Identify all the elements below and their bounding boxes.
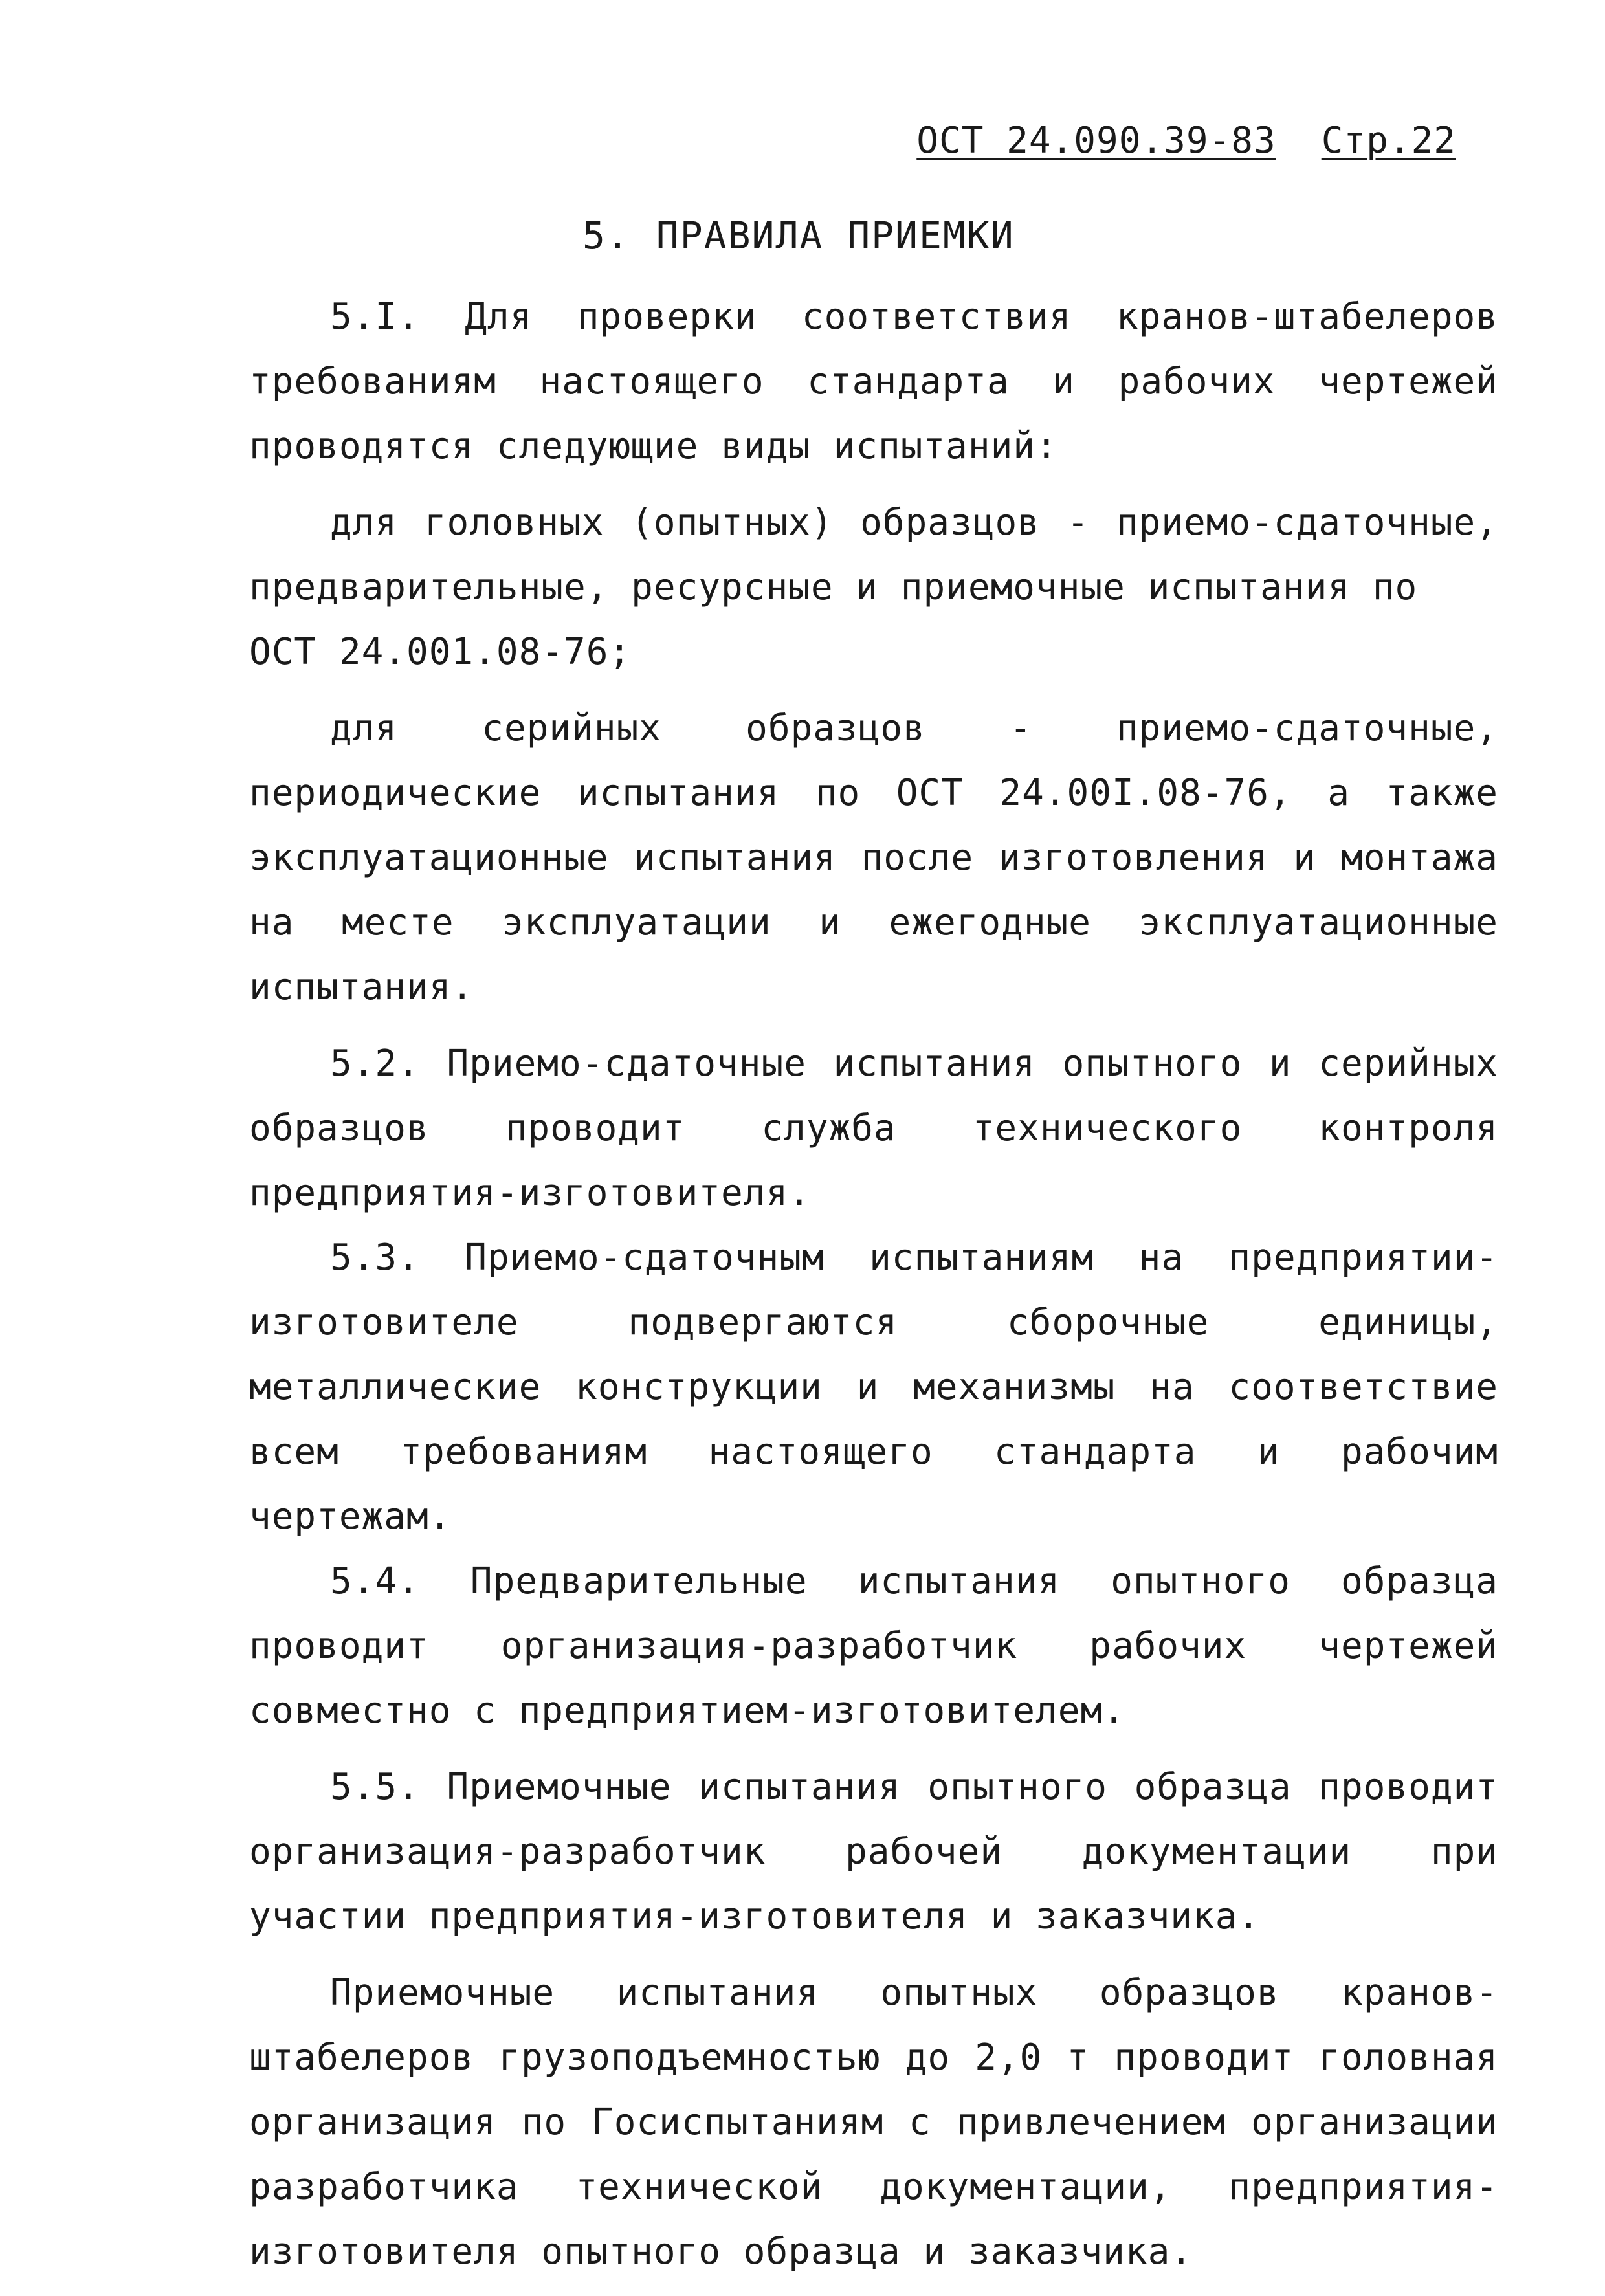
paragraph-acceptance-tests: Приемочные испытания опытных образцов кранов-штабелеров грузоподъемностью до 2,0 т проводит головная организация по Госиспытаниям с привлечением организации разработчика технической документации, предприятия-изготовителя опытного образца и заказчика. — [249, 1972, 1498, 2273]
section-number: 5. — [582, 214, 630, 258]
paragraph-5-5: 5.5. Приемочные испытания опытного образца проводит организация-разработчик рабочей документации при участии предприятия-изготовителя и заказчика. — [249, 1766, 1498, 1937]
section-title-text: ПРАВИЛА ПРИЕМКИ — [656, 214, 1015, 258]
paragraph-serial-samples: для серийных образцов - приемо-сдаточные, периодические испытания по ОСТ 24.00I.08-76, а также эксплуатационные испытания после изготовления и монтажа на месте эксплуатации и ежегодные эксплуатационные испытания. — [249, 707, 1498, 1008]
paragraph-5-4: 5.4. Предварительные испытания опытного образца проводит организация-разработчик рабочих чертежей совместно с предприятием-изготовителем. — [249, 1560, 1498, 1732]
paragraph-5-2: 5.2. Приемо-сдаточные испытания опытного и серийных образцов проводит служба технического контроля предприятия-изготовителя. — [249, 1043, 1498, 1214]
paragraph-standard-ref: ОСТ 24.001.08-76; — [249, 631, 632, 673]
page-number: Стр.22 — [1321, 120, 1456, 162]
paragraph-pilot-samples: для головных (опытных) образцов - приемо-сдаточные, предварительные, ресурсные и приемочные испытания по — [249, 502, 1498, 608]
paragraph-5-1: 5.I. Для проверки соответствия кранов-штабелеров требованиям настоящего стандарта и рабочих чертежей проводятся следующие виды испытаний: — [249, 296, 1498, 467]
document-body — [249, 285, 1498, 2296]
page-header — [916, 120, 1456, 162]
document-code: ОСТ 24.090.39-83 — [916, 120, 1276, 162]
section-title — [582, 214, 1015, 258]
paragraph-5-3: 5.3. Приемо-сдаточным испытаниям на предприятии-изготовителе подвергаются сборочные единицы, металлические конструкции и механизмы на соответствие всем требованиям настоящего стандарта и рабочим чертежам. — [249, 1237, 1498, 1538]
